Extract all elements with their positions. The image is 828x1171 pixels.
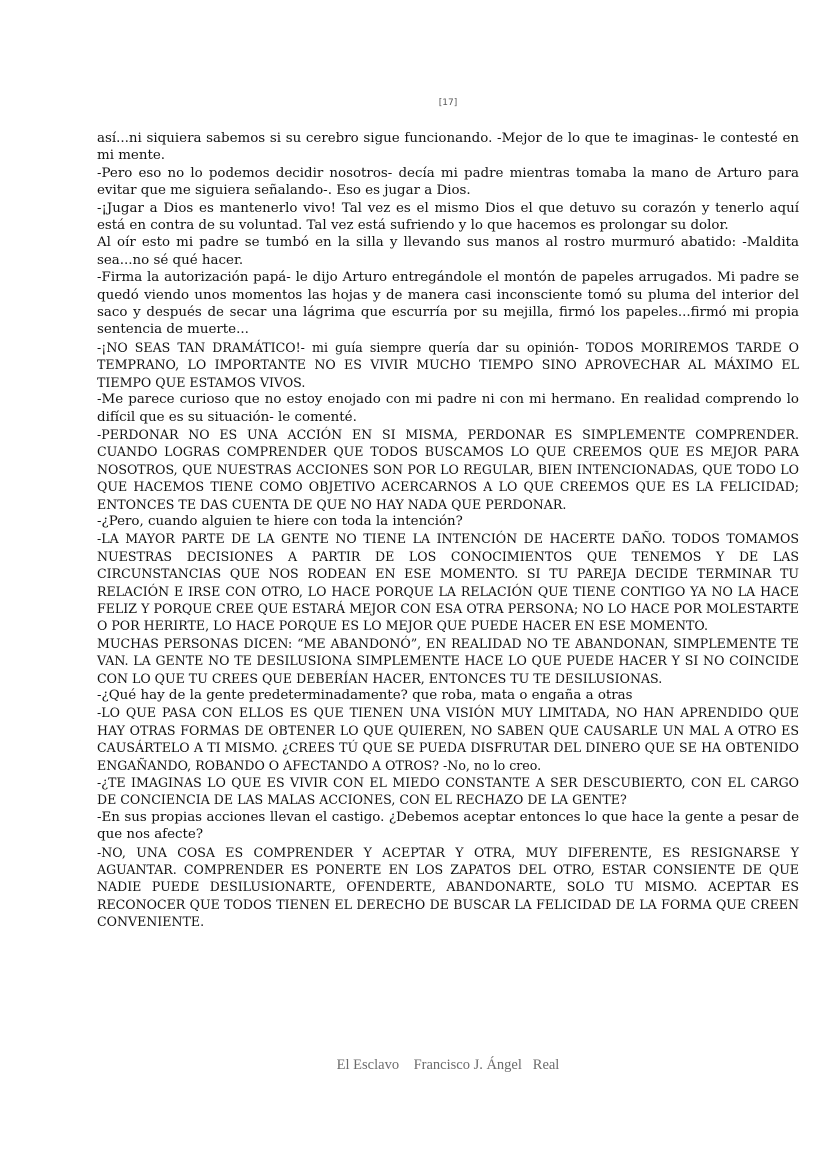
paragraph: -LO QUE PASA CON ELLOS ES QUE TIENEN UNA VISIÓN MUY LIMITADA, NO HAN APRENDIDO QUE HAY OTRAS FORMAS DE OBTENER LO QUE QUIEREN, NO SABEN QUE CAUSARLE UN MAL A OTRO ES CAUSÁRTELO A TI MISMO. ¿CREES TÚ QUE SE PUEDA DISFRUTAR DEL DINERO QUE SE HA OBTENIDO ENGAÑANDO, ROBANDO O AFECTANDO A OTROS? -No, no lo creo. — [97, 705, 799, 773]
body-text — [97, 130, 799, 931]
page-number: [17] — [438, 98, 458, 108]
paragraph: -Me parece curioso que no estoy enojado con mi padre ni con mi hermano. En realidad comprendo lo difícil que es su situación- le comenté. — [97, 392, 799, 425]
paragraph: MUCHAS PERSONAS DICEN: “ME ABANDONÓ”, EN REALIDAD NO TE ABANDONAN, SIMPLEMENTE TE VAN. LA GENTE NO TE DESILUSIONA SIMPLEMENTE HACE LO QUE PUEDE HACER Y SI NO COINCIDE CON LO QUE TU CREES QUE DEBERÍAN HACER, ENTONCES TU TE DESILUSIONAS. — [97, 635, 799, 686]
paragraph: -¡NO SEAS TAN DRAMÁTICO!- mi guía siempre quería dar su opinión- TODOS MORIREMOS TARDE O TEMPRANO, LO IMPORTANTE NO ES VIVIR MUCHO TIEMPO SINO APROVECHAR AL MÁXIMO EL TIEMPO QUE ESTAMOS VIVOS. — [97, 339, 799, 390]
paragraph: -NO, UNA COSA ES COMPRENDER Y ACEPTAR Y OTRA, MUY DIFERENTE, ES RESIGNARSE Y AGUANTAR. COMPRENDER ES PONERTE EN LOS ZAPATOS DEL OTRO, ESTAR CONSIENTE DE QUE NADIE PUEDE DESILUSIONARTE, OFENDERTE, ABANDONARTE, SOLO TU MISMO. ACEPTAR ES RECONOCER QUE TODOS TIENEN EL DERECHO DE BUSCAR LA FELICIDAD DE LA FORMA QUE CREEN CONVENIENTE. — [97, 844, 799, 930]
paragraph: así...ni siquiera sabemos si su cerebro sigue funcionando. -Mejor de lo que te imaginas- le contesté en mi mente. — [97, 131, 799, 164]
paragraph: -PERDONAR NO ES UNA ACCIÓN EN SI MISMA, PERDONAR ES SIMPLEMENTE COMPRENDER. CUANDO LOGRAS COMPRENDER QUE TODOS BUSCAMOS LO QUE CREEMOS QUE ES MEJOR PARA NOSOTROS, QUE NUESTRAS ACCIONES SON POR LO REGULAR, BIEN INTENCIONADAS, QUE TODO LO QUE HACEMOS TIENE COMO OBJETIVO ACERCARNOS A LO QUE CREEMOS QUE ES LA FELICIDAD; ENTONCES TE DAS CUENTA DE QUE NO HAY NADA QUE PERDONAR. — [97, 426, 799, 512]
page-footer: El Esclavo Francisco J. Ángel Real — [336, 1057, 560, 1073]
paragraph: -En sus propias acciones llevan el castigo. ¿Debemos aceptar entonces lo que hace la gente a pesar de que nos afecte? — [97, 809, 799, 843]
paragraph: -LA MAYOR PARTE DE LA GENTE NO TIENE LA INTENCIÓN DE HACERTE DAÑO. TODOS TOMAMOS NUESTRAS DECISIONES A PARTIR DE LOS CONOCIMIENTOS QUE TENEMOS Y DE LAS CIRCUNSTANCIAS QUE NOS RODEAN EN ESE MOMENTO. SI TU PAREJA DECIDE TERMINAR TU RELACIÓN E IRSE CON OTRO, LO HACE PORQUE LA RELACIÓN QUE TIENE CONTIGO YA NO LA HACE FELIZ Y PORQUE CREE QUE ESTARÁ MEJOR CON ESA OTRA PERSONA; NO LO HACE POR MOLESTARTE O POR HERIRTE, LO HACE PORQUE ES LO MEJOR QUE PUEDE HACER EN ESE MOMENTO. — [97, 531, 799, 634]
paragraph: -Pero eso no lo podemos decidir nosotros- decía mi padre mientras tomaba la mano de Arturo para evitar que me siguiera señalando-. Eso es jugar a Dios. — [97, 165, 799, 199]
paragraph: -Firma la autorización papá- le dijo Arturo entregándole el montón de papeles arrugados. Mi padre se quedó viendo unos momentos las hojas y de manera casi inconsciente tomó su pluma del interior del saco y después de secar una lágrima que escurría por su mejilla, firmó los papeles...firmó mi propia sentencia de muerte... — [97, 270, 799, 338]
paragraph: -¿TE IMAGINAS LO QUE ES VIVIR CON EL MIEDO CONSTANTE A SER DESCUBIERTO, CON EL CARGO DE CONCIENCIA DE LAS MALAS ACCIONES, CON EL RECHAZO DE LA GENTE? — [97, 775, 799, 808]
paragraph: -¡Jugar a Dios es mantenerlo vivo! Tal vez es el mismo Dios el que detuvo su corazón y tenerlo aquí está en contra de su voluntad. Tal vez está sufriendo y lo que hacemos es prolongar su dolor. — [97, 200, 799, 234]
paragraph: -¿Qué hay de la gente predeterminadamente? que roba, mata o engaña a otras — [97, 688, 633, 703]
paragraph: -¿Pero, cuando alguien te hiere con toda la intención? — [97, 513, 463, 529]
paragraph: Al oír esto mi padre se tumbó en la silla y llevando sus manos al rostro murmuró abatido: -Maldita sea...no sé qué hacer. — [97, 235, 799, 268]
